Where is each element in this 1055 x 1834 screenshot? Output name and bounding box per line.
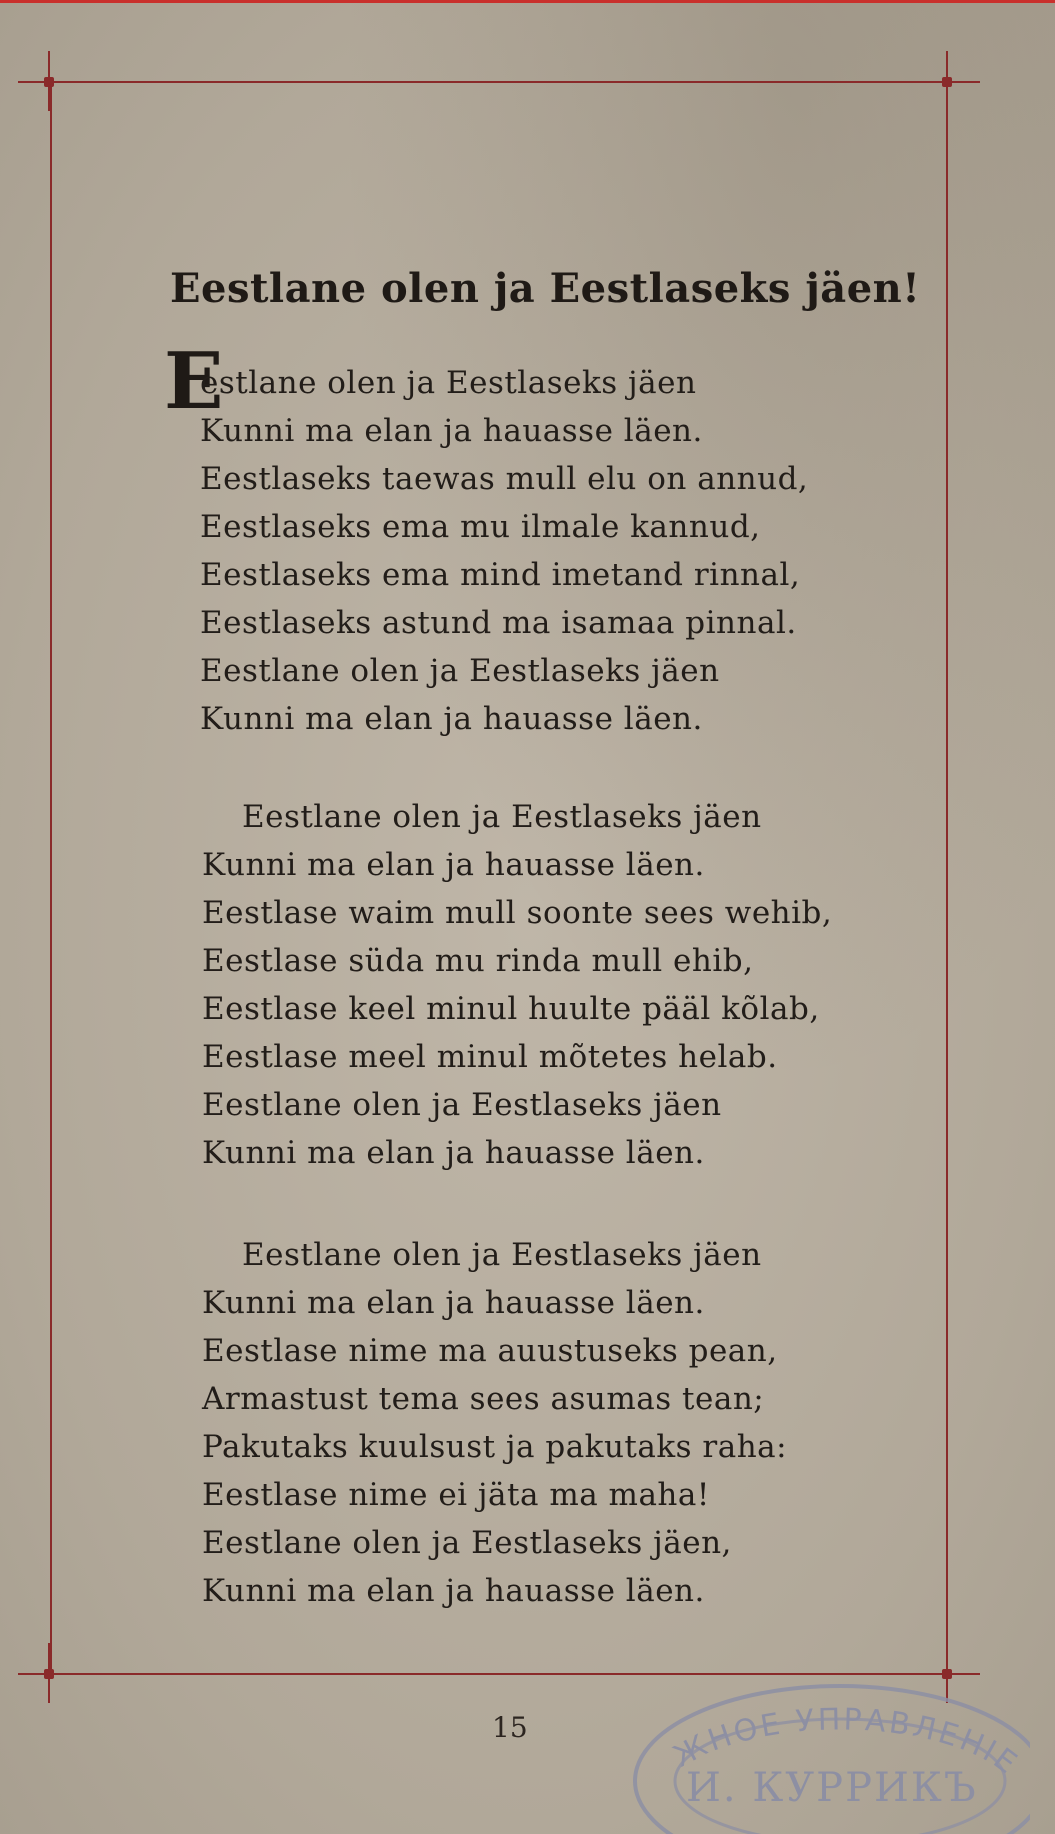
corner-ornament-icon bbox=[942, 77, 952, 87]
stanza-2 bbox=[202, 793, 902, 1177]
poem-line: Eestlase nime ei jäta ma maha! bbox=[202, 1477, 710, 1513]
poem-line: Eestlase meel minul mõtetes helab. bbox=[202, 1039, 778, 1075]
poem-line: Eestlase nime ma auustuseks pean, bbox=[202, 1333, 778, 1369]
library-stamp bbox=[590, 1671, 1030, 1834]
poem-line: Eestlaseks ema mind imetand rinnal, bbox=[200, 557, 801, 593]
poem-line: Kunni ma elan ja hauasse läen. bbox=[200, 701, 703, 737]
poem-line: Kunni ma elan ja hauasse läen. bbox=[202, 1135, 705, 1171]
poem-line: Armastust tema sees asumas tean; bbox=[202, 1381, 765, 1417]
poem-line: Eestlase keel minul huulte pääl kõlab, bbox=[202, 991, 820, 1027]
poem-title: Eestlane olen ja Eestlaseks jäen! bbox=[170, 265, 921, 312]
poem-line: estlane olen ja Eestlaseks jäen bbox=[200, 365, 697, 401]
poem-line: Kunni ma elan ja hauasse läen. bbox=[202, 847, 705, 883]
stamp-arc-text: ЖНОЕ УПРАВЛЕНIE bbox=[668, 1702, 1026, 1783]
poem-line: Eestlase waim mull soonte sees wehib, bbox=[202, 895, 833, 931]
page-number: 15 bbox=[492, 1711, 528, 1744]
drop-cap: E bbox=[164, 336, 224, 427]
stamp-name: И. КУРРИКЪ bbox=[686, 1765, 978, 1811]
poem-line: Eestlane olen ja Eestlaseks jäen bbox=[202, 1087, 722, 1123]
poem-line: Kunni ma elan ja hauasse läen. bbox=[202, 1285, 705, 1321]
poem-line: Eestlaseks taewas mull elu on annud, bbox=[200, 461, 809, 497]
poem-line: Eestlane olen ja Eestlaseks jäen bbox=[242, 1237, 762, 1273]
stanza-1 bbox=[200, 359, 900, 743]
poem-line: Kunni ma elan ja hauasse läen. bbox=[200, 413, 703, 449]
poem-line: Eestlane olen ja Eestlaseks jäen, bbox=[202, 1525, 732, 1561]
poem-line: Eestlane olen ja Eestlaseks jäen bbox=[242, 799, 762, 835]
poem-line: Kunni ma elan ja hauasse läen. bbox=[202, 1573, 705, 1609]
corner-ornament-icon bbox=[44, 77, 54, 87]
poem-line: Eestlaseks astund ma isamaa pinnal. bbox=[200, 605, 797, 641]
poem-line: Eestlase süda mu rinda mull ehib, bbox=[202, 943, 754, 979]
corner-ornament-icon bbox=[44, 1669, 54, 1679]
poem-line: Eestlaseks ema mu ilmale kannud, bbox=[200, 509, 761, 545]
stanza-3 bbox=[202, 1231, 902, 1615]
poem-line: Pakutaks kuulsust ja pakutaks raha: bbox=[202, 1429, 788, 1465]
poem-line: Eestlane olen ja Eestlaseks jäen bbox=[200, 653, 720, 689]
